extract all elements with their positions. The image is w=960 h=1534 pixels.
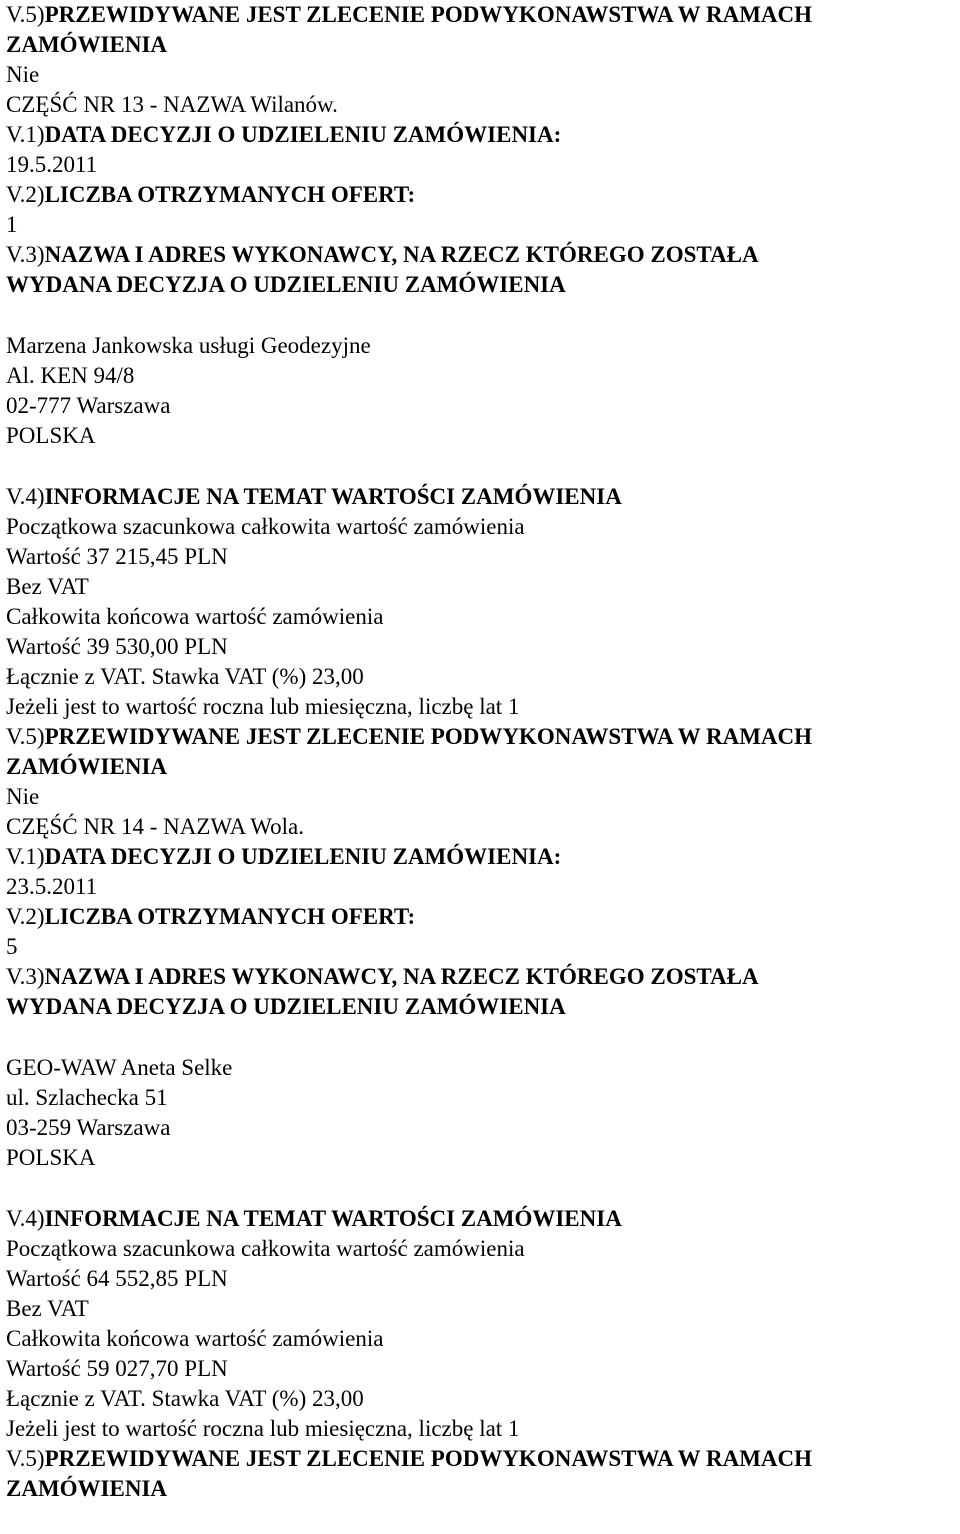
offers-count: 1 — [6, 212, 18, 237]
section-prefix: V.3) — [6, 964, 45, 989]
section-v4-heading — [6, 482, 958, 512]
section-title: INFORMACJE NA TEMAT WARTOŚCI ZAMÓWIENIA — [44, 484, 622, 509]
section-prefix: V.3) — [6, 242, 45, 267]
contractor-country: POLSKA — [6, 423, 96, 448]
section-prefix: V.2) — [6, 904, 45, 929]
section-title: PRZEWIDYWANE JEST ZLECENIE PODWYKONAWSTWA W RAMACH — [44, 724, 813, 749]
section-title: LICZBA OTRZYMANYCH OFERT: — [44, 182, 416, 207]
section-v1-heading — [6, 120, 958, 150]
section-v1-heading — [6, 842, 958, 872]
section-v3-heading — [6, 962, 958, 992]
section-v5-heading — [6, 0, 958, 30]
initial-value: Wartość 64 552,85 PLN — [6, 1266, 228, 1291]
section-prefix: V.5) — [6, 2, 45, 27]
spacer — [6, 1022, 958, 1053]
final-value: Wartość 59 027,70 PLN — [6, 1356, 228, 1381]
section-prefix: V.2) — [6, 182, 45, 207]
section-v3-heading — [6, 240, 958, 270]
section-prefix: V.5) — [6, 1446, 45, 1471]
final-value-label: Całkowita końcowa wartość zamówienia — [6, 1326, 384, 1351]
contractor-street: ul. Szlachecka 51 — [6, 1085, 168, 1110]
section-title-continuation: WYDANA DECYZJA O UDZIELENIU ZAMÓWIENIA — [6, 994, 566, 1019]
final-value: Wartość 39 530,00 PLN — [6, 634, 228, 659]
section-prefix: V.5) — [6, 724, 45, 749]
final-value-label: Całkowita końcowa wartość zamówienia — [6, 604, 384, 629]
section-title-continuation: ZAMÓWIENIA — [6, 1476, 168, 1501]
initial-vat: Bez VAT — [6, 1296, 89, 1321]
section-prefix: V.4) — [6, 1206, 45, 1231]
section-title: NAZWA I ADRES WYKONAWCY, NA RZECZ KTÓREGO ZOSTAŁA — [44, 964, 759, 989]
final-vat: Łącznie z VAT. Stawka VAT (%) 23,00 — [6, 664, 364, 689]
contractor-city: 03-259 Warszawa — [6, 1115, 171, 1140]
section-v5-heading — [6, 1444, 958, 1474]
section-prefix: V.4) — [6, 484, 45, 509]
offers-count: 5 — [6, 934, 18, 959]
section-title: LICZBA OTRZYMANYCH OFERT: — [44, 904, 416, 929]
contractor-name: GEO-WAW Aneta Selke — [6, 1055, 233, 1080]
annual-note: Jeżeli jest to wartość roczna lub miesięczna, liczbę lat 1 — [6, 1416, 520, 1441]
section-title: DATA DECYZJI O UDZIELENIU ZAMÓWIENIA: — [44, 844, 562, 869]
section-title: NAZWA I ADRES WYKONAWCY, NA RZECZ KTÓREGO ZOSTAŁA — [44, 242, 759, 267]
section-title-continuation: WYDANA DECYZJA O UDZIELENIU ZAMÓWIENIA — [6, 272, 566, 297]
contractor-country: POLSKA — [6, 1145, 96, 1170]
spacer — [6, 300, 958, 331]
subcontracting-value: Nie — [6, 62, 40, 87]
section-v2-heading — [6, 902, 958, 932]
initial-value-label: Początkowa szacunkowa całkowita wartość zamówienia — [6, 514, 525, 539]
section-title-continuation: ZAMÓWIENIA — [6, 32, 168, 57]
section-prefix: V.1) — [6, 122, 45, 147]
section-title-continuation: ZAMÓWIENIA — [6, 754, 168, 779]
section-prefix: V.1) — [6, 844, 45, 869]
final-vat: Łącznie z VAT. Stawka VAT (%) 23,00 — [6, 1386, 364, 1411]
part-title: CZĘŚĆ NR 14 - NAZWA Wola. — [6, 814, 305, 839]
section-title: PRZEWIDYWANE JEST ZLECENIE PODWYKONAWSTWA W RAMACH — [44, 2, 813, 27]
initial-value-label: Początkowa szacunkowa całkowita wartość zamówienia — [6, 1236, 525, 1261]
section-v5-heading — [6, 722, 958, 752]
spacer — [6, 1173, 958, 1204]
decision-date: 19.5.2011 — [6, 152, 98, 177]
contractor-name: Marzena Jankowska usługi Geodezyjne — [6, 333, 371, 358]
section-v2-heading — [6, 180, 958, 210]
section-v4-heading — [6, 1204, 958, 1234]
contractor-city: 02-777 Warszawa — [6, 393, 171, 418]
section-title: PRZEWIDYWANE JEST ZLECENIE PODWYKONAWSTWA W RAMACH — [44, 1446, 813, 1471]
contractor-street: Al. KEN 94/8 — [6, 363, 135, 388]
section-title: INFORMACJE NA TEMAT WARTOŚCI ZAMÓWIENIA — [44, 1206, 622, 1231]
spacer — [6, 451, 958, 482]
annual-note: Jeżeli jest to wartość roczna lub miesięczna, liczbę lat 1 — [6, 694, 520, 719]
decision-date: 23.5.2011 — [6, 874, 98, 899]
initial-vat: Bez VAT — [6, 574, 89, 599]
part-title: CZĘŚĆ NR 13 - NAZWA Wilanów. — [6, 92, 338, 117]
subcontracting-value: Nie — [6, 784, 40, 809]
initial-value: Wartość 37 215,45 PLN — [6, 544, 228, 569]
document-page — [6, 0, 958, 1504]
section-title: DATA DECYZJI O UDZIELENIU ZAMÓWIENIA: — [44, 122, 562, 147]
